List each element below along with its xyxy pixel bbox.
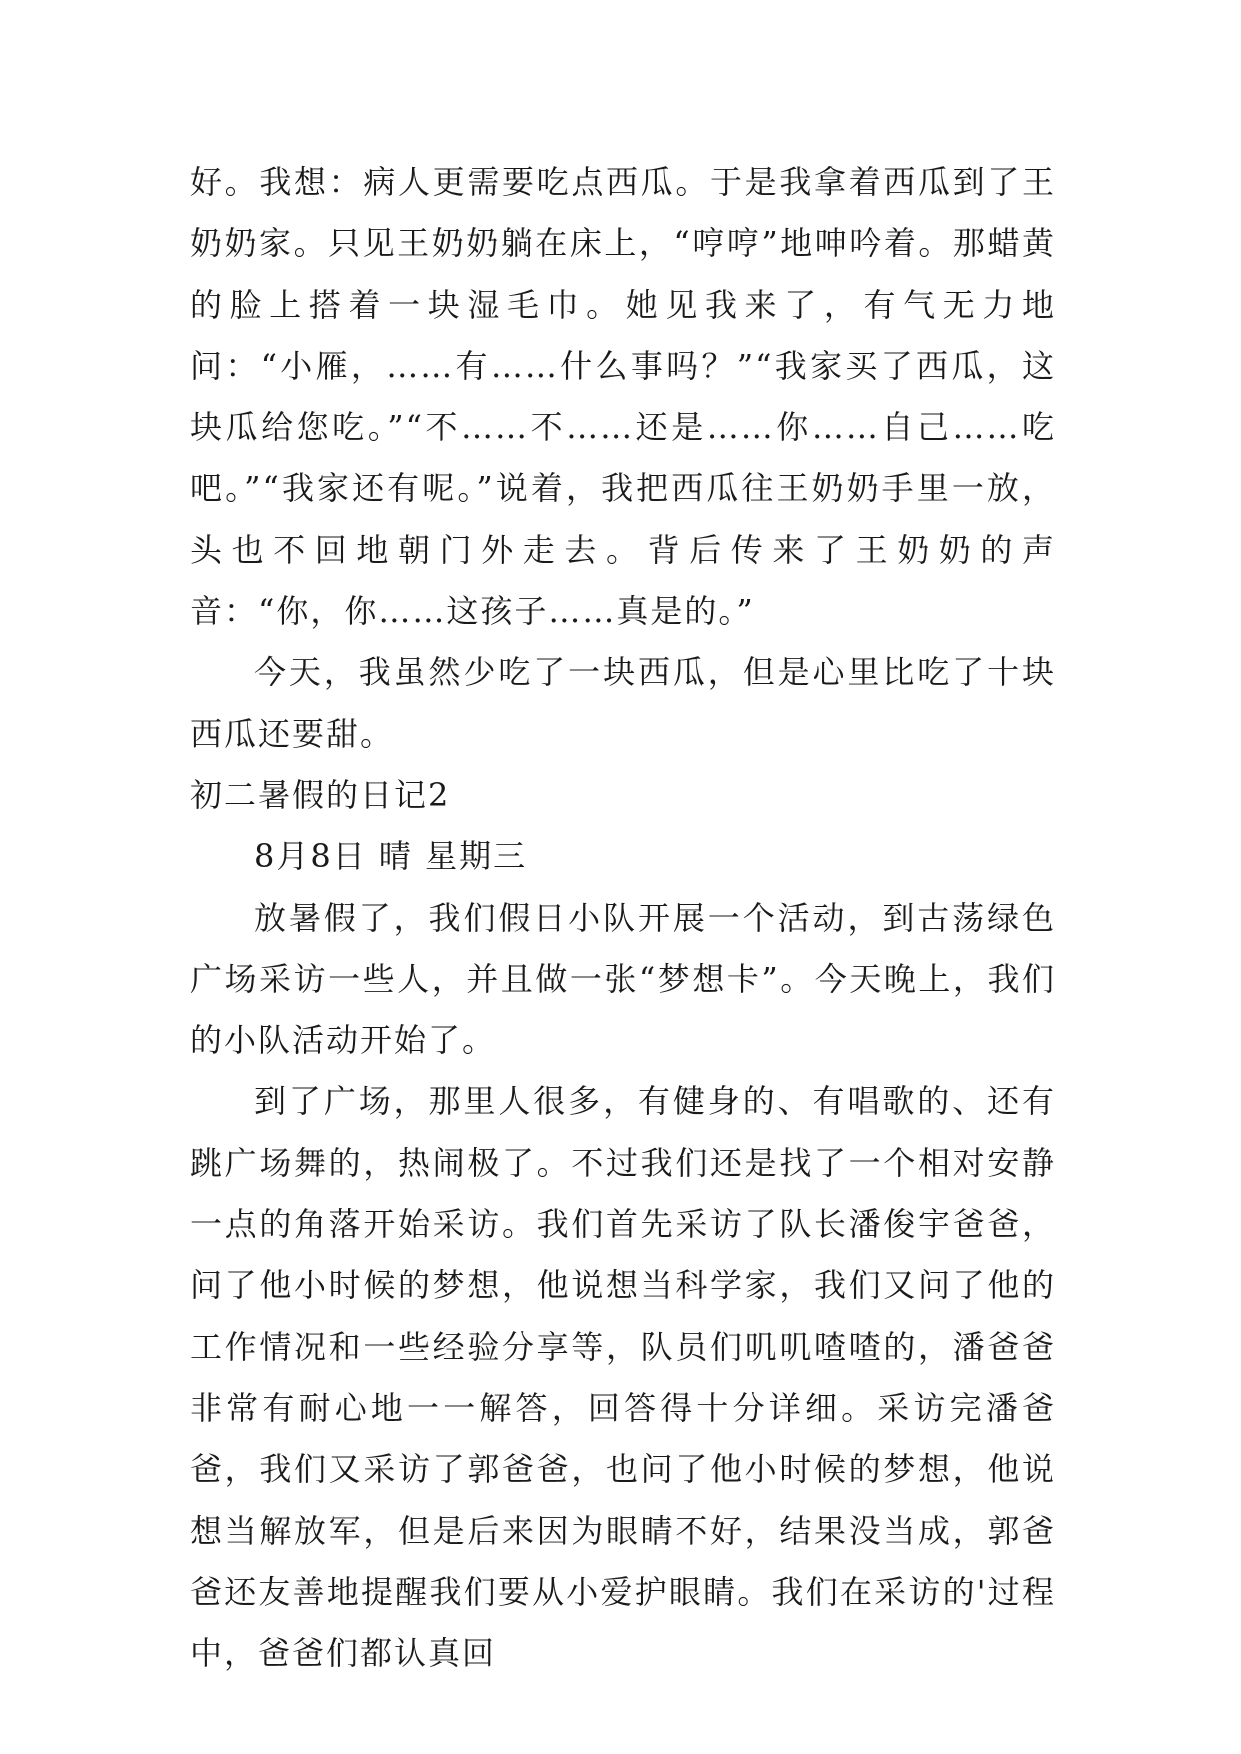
document-body — [190, 152, 1056, 1684]
diary-date-line: 8月8日 晴 星期三 — [254, 837, 528, 876]
paragraph-interview: 到了广场，那里人很多，有健身的、有唱歌的、还有跳广场舞的，热闹极了。不过我们还是找了一个相对安静一点的角落开始采访。我们首先采访了队长潘俊宇爸爸，问了他小时候的梦想，他说想当科学家，我们又问了他的工作情况和一些经验分享等，队员们叽叽喳喳的，潘爸爸非常有耐心地一一解答，回答得十分详细。采访完潘爸爸，我们又采访了郭爸爸，也问了他小时候的梦想，他说想当解放军，但是后来因为眼睛不好，结果没当成，郭爸爸还友善地提醒我们要从小爱护眼睛。我们在采访的'过程中，爸爸们都认真回 — [190, 1082, 1056, 1673]
paragraph-conclusion: 今天，我虽然少吃了一块西瓜，但是心里比吃了十块西瓜还要甜。 — [190, 653, 1056, 753]
paragraph-activity-intro: 放暑假了，我们假日小队开展一个活动，到古荡绿色广场采访一些人，并且做一张“梦想卡”。今天晚上，我们的小队活动开始了。 — [190, 898, 1056, 1060]
paragraph-story-continuation: 好。我想：病人更需要吃点西瓜。于是我拿着西瓜到了王奶奶家。只见王奶奶躺在床上，“哼哼”地呻吟着。那蜡黄的脸上搭着一块湿毛巾。她见我来了，有气无力地问：“小雁，……有……什么事吗？”“我家买了西瓜，这块瓜给您吃。”“不……不……还是……你……自己……吃吧。”“我家还有呢。”说着，我把西瓜往王奶奶手里一放，头也不回地朝门外走去。背后传来了王奶奶的声音：“你，你……这孩子……真是的。” — [190, 163, 1056, 631]
diary-title: 初二暑假的日记2 — [190, 775, 451, 814]
